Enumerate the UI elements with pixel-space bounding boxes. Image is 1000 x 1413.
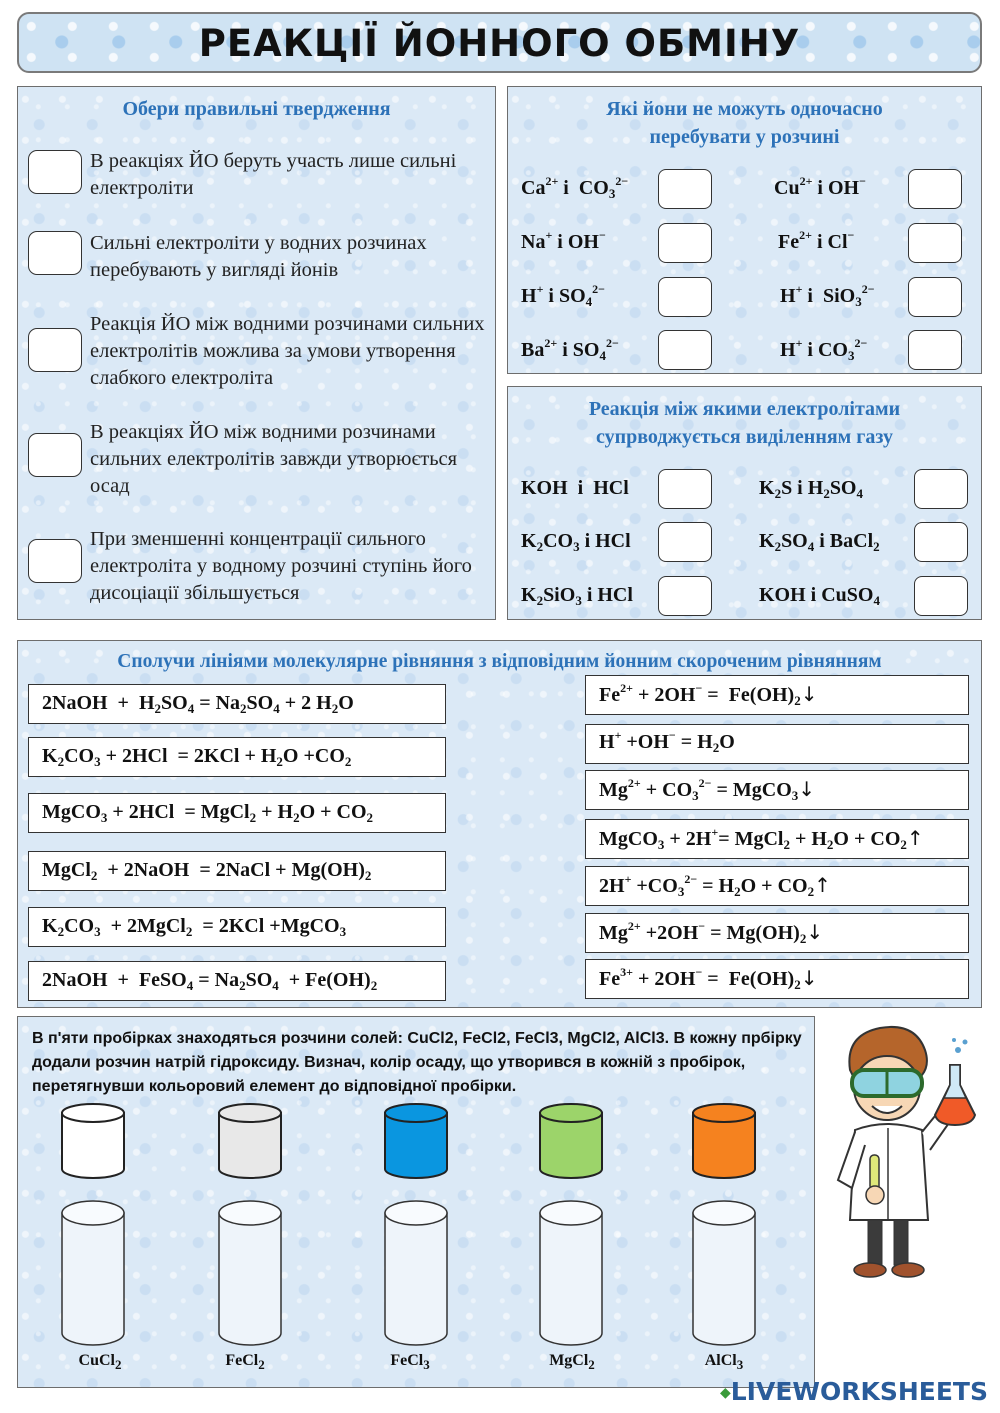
molecular-eq-1[interactable]: 2NaOH + $H_2SO_4 = Na_2SO_4 + 2$ $H_2O$ xyxy=(28,684,446,724)
ion-pair-2-box[interactable] xyxy=(908,169,962,209)
test-tube-rim-3 xyxy=(385,1201,447,1225)
ionic-eq-6[interactable]: $Mg^{2+} +2OH^-$ = $Mg(OH)_2↓$ xyxy=(585,913,969,953)
gas-pair-6-box[interactable] xyxy=(914,576,968,616)
ion-pair-8-box[interactable] xyxy=(908,330,962,370)
salt-label-1: CuCl$_2$ xyxy=(78,1352,122,1372)
statement-checkbox-4[interactable] xyxy=(28,433,82,477)
salt-label-2: FeCl$_2$ xyxy=(225,1352,265,1372)
statements-title: Обери правильні твердження xyxy=(122,98,391,120)
tubes-drawing xyxy=(18,1017,816,1389)
ion-pair-7: $Ba^{2+}$ і $SO_4^{2-}$ xyxy=(521,336,619,363)
ion-pair-7-box[interactable] xyxy=(658,330,712,370)
test-tube-5[interactable] xyxy=(693,1213,755,1345)
precipitate-color-3[interactable] xyxy=(385,1104,447,1178)
lws-icon: ◆ xyxy=(719,1385,731,1401)
ionic-eq-5[interactable]: $2H^+ +CO_3^{2-} = H_2O$ + $CO_2↑$ xyxy=(585,866,969,906)
ionic-eq-1[interactable]: $Fe^{2+} + 2OH^-$ = $Fe(OH)_2↓$ xyxy=(585,675,969,715)
ion-pair-1: $Ca^{2+}$ і $CO_3^{2-}$ xyxy=(521,174,629,201)
statement-checkbox-2[interactable] xyxy=(28,231,82,275)
gas-pair-4-box[interactable] xyxy=(914,522,968,562)
ionic-eq-3[interactable]: $Mg^{2+} + CO_3^{2-}$ = MgCO$_3$↓ xyxy=(585,770,969,810)
molecular-eq-6[interactable]: 2NaOH + FeSO$_4$ = $Na_2SO_4 + Fe(OH)_2$ xyxy=(28,961,446,1001)
ion-pair-5: H+ і $SO_4^{2-}$ xyxy=(521,282,605,309)
gas-pair-2: $K_2S$ і $H_2SO_4$ xyxy=(759,477,863,501)
molecular-eq-5[interactable]: $K_2CO_3$ + 2MgCl$_2$ = 2KCl +MgCO$_3$ xyxy=(28,907,446,947)
test-tube-2[interactable] xyxy=(219,1213,281,1345)
precipitate-color-5[interactable] xyxy=(693,1104,755,1178)
precipitate-color-4[interactable] xyxy=(540,1104,602,1178)
test-tube-rim-4 xyxy=(540,1201,602,1225)
scientist-illustration xyxy=(830,1020,980,1285)
ion-pair-6-box[interactable] xyxy=(908,277,962,317)
ion-pair-1-box[interactable] xyxy=(658,169,712,209)
salt-label-4: MgCl$_2$ xyxy=(549,1352,595,1372)
gas-pair-1-box[interactable] xyxy=(658,469,712,509)
test-tube-rim-1 xyxy=(62,1201,124,1225)
test-tube-3[interactable] xyxy=(385,1213,447,1345)
ion-pair-5-box[interactable] xyxy=(658,277,712,317)
gas-pair-3-box[interactable] xyxy=(658,522,712,562)
matching-title: Сполучи лініями молекулярне рівняння з відповідним йонним скороченим рівнянням xyxy=(117,651,882,672)
ions-title: Які йони не можуть одночасно перебувати у розчині xyxy=(606,98,883,148)
liveworksheets-logo: ◆LIVEWORKSHEETS xyxy=(719,1377,988,1406)
statement-text-1: В реакціях ЙО беруть участь лише сильні електроліти xyxy=(90,150,457,199)
ion-pair-8: H+ і $CO_3^{2-}$ xyxy=(780,336,868,363)
ionic-eq-2[interactable]: $H^+ +OH^- = H_2O$ xyxy=(585,724,969,764)
ions-panel xyxy=(507,86,982,374)
page-title: РЕАКЦІЇ ЙОННОГО ОБМІНУ xyxy=(198,22,801,65)
gas-panel xyxy=(507,386,982,620)
gas-pair-1: KOH і HCl xyxy=(521,477,629,499)
ion-pair-3-box[interactable] xyxy=(658,223,712,263)
gas-pair-4: $K_2SO_4$ і BaCl$_2$ xyxy=(759,530,880,554)
statement-checkbox-3[interactable] xyxy=(28,328,82,372)
statement-text-3: Реакція ЙО між водними розчинами сильних електролітів можлива за умови утворення слабкого електроліта xyxy=(90,313,485,389)
tubes-panel xyxy=(17,1016,815,1388)
molecular-eq-3[interactable]: MgCO$_3$ + 2HCl = MgCl$_2$ + $H_2O + CO_2$ xyxy=(28,793,446,833)
gas-pair-6: KOH і CuSO$_4$ xyxy=(759,584,880,608)
gas-pair-5-box[interactable] xyxy=(658,576,712,616)
test-tube-rim-5 xyxy=(693,1201,755,1225)
ionic-eq-7[interactable]: $Fe^{3+} + 2OH^-$ = $Fe(OH)_2↓$ xyxy=(585,959,969,999)
gas-pair-2-box[interactable] xyxy=(914,469,968,509)
tubes-task-text: В п'яти пробірках знаходяться розчини солей: CuCl2, FeCl2, FeCl3, MgCl2, AlCl3. В кожну прбірку додали розчин натрій гідроксиду. Визнач, колір осаду, що утворився в кожній з пробірок, перетягнувши кольоровий елемент до відповідної пробірки. xyxy=(32,1030,802,1095)
ionic-eq-4[interactable]: MgCO$_3$ + 2H+= MgCl$_2$ + $H_2O$ + $CO_2↑$ xyxy=(585,819,969,859)
molecular-eq-4[interactable]: MgCl$_2$ + 2NaOH = 2NaCl + $Mg(OH)_2$ xyxy=(28,851,446,891)
salt-label-5: AlCl$_3$ xyxy=(704,1352,744,1372)
title-banner xyxy=(17,12,982,73)
gas-pair-5: $K_2SiO_3$ і HCl xyxy=(521,584,633,608)
ion-pair-4-box[interactable] xyxy=(908,223,962,263)
salt-label-3: FeCl$_3$ xyxy=(390,1352,430,1372)
statement-checkbox-5[interactable] xyxy=(28,539,82,583)
gas-pair-3: $K_2CO_3$ і HCl xyxy=(521,530,631,554)
molecular-eq-2[interactable]: $K_2CO_3 + 2HCl = 2KCl + H_2O +CO_2$ xyxy=(28,737,446,777)
ion-pair-6: H+ і SiO$_3^{2-}$ xyxy=(780,282,875,309)
matching-panel xyxy=(17,640,982,1008)
statement-checkbox-1[interactable] xyxy=(28,150,82,194)
statements-panel xyxy=(17,86,496,620)
ion-pair-3: Na+ і OH− xyxy=(521,228,606,253)
test-tube-1[interactable] xyxy=(62,1213,124,1345)
gas-title: Реакція між якими електролітами супрводжується виділенням газу xyxy=(588,398,901,448)
precipitate-color-1[interactable] xyxy=(62,1104,124,1178)
ion-pair-2: $Cu^{2+}$ і OH− xyxy=(774,174,866,199)
statement-text-4: В реакціях ЙО між водними розчинами сильних електролітів завжди утворюється осад xyxy=(90,421,458,497)
ion-pair-4: $Fe^{2+}$ і Cl− xyxy=(778,228,855,253)
statement-text-5: При зменшенні концентрації сильного електроліта у водному розчині ступінь його дисоціації збільшується xyxy=(90,528,472,604)
precipitate-color-2[interactable] xyxy=(219,1104,281,1178)
statement-text-2: Сильні електроліти у водних розчинах перебувають у вигляді йонів xyxy=(90,232,427,281)
test-tube-4[interactable] xyxy=(540,1213,602,1345)
test-tube-rim-2 xyxy=(219,1201,281,1225)
